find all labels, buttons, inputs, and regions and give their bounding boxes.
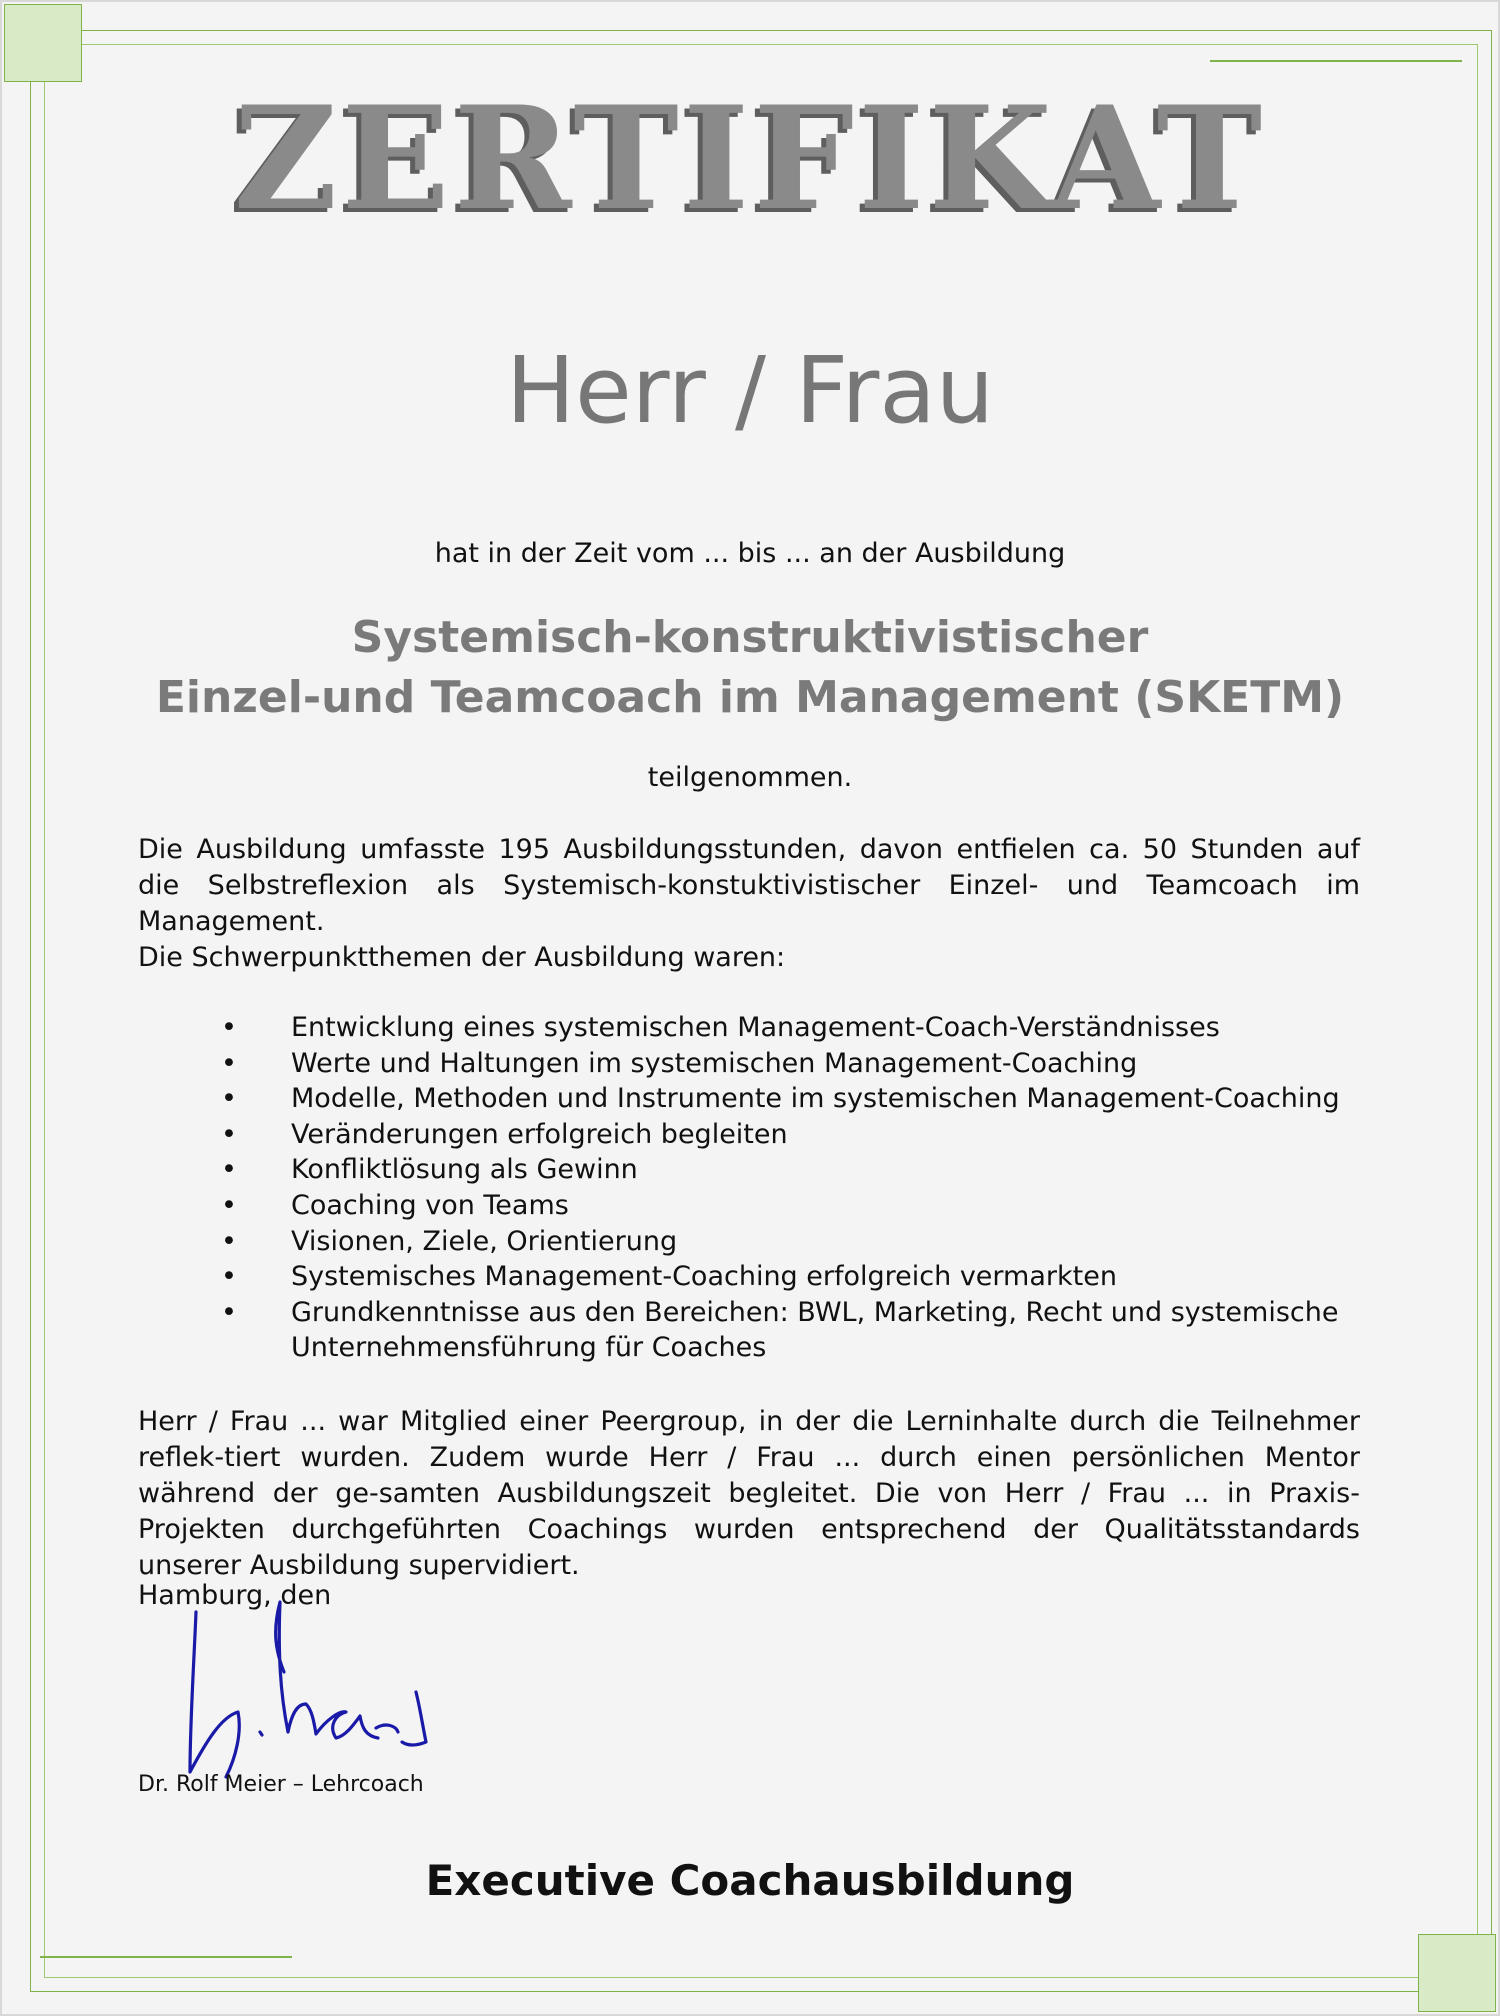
place-date: Hamburg, den — [138, 1580, 332, 1611]
hours-paragraph: Die Ausbildung umfasste 195 Ausbildungsstunden, davon entfielen ca. 50 Stunden auf die Selbstreflexion als Systemisch-konstuktivistischer Einzel- und Teamcoach im Management. — [138, 834, 1360, 937]
corner-square-top-left — [4, 4, 82, 82]
signature-stroke-2 — [276, 1602, 378, 1738]
participated-line: teilgenommen. — [647, 762, 853, 793]
recipient-name: Herr / Frau — [505, 337, 995, 444]
signature-stroke-4 — [402, 1692, 426, 1745]
signature-stroke-1 — [190, 1612, 239, 1777]
intro-line: hat in der Zeit vom ... bis ... an der Ausbildung — [434, 538, 1066, 569]
signer-name: Dr. Rolf Meier – Lehrcoach — [138, 1772, 424, 1797]
list-item: • Coaching von Teams — [138, 1188, 1360, 1224]
list-item: • Veränderungen erfolgreich begleiten — [138, 1117, 1360, 1153]
topics-heading: Die Schwerpunktthemen der Ausbildung waren: — [138, 942, 786, 973]
course-title-line-2: Einzel-und Teamcoach im Management (SKETM) — [155, 671, 1345, 723]
topics-list — [138, 1010, 1360, 1366]
frame-accent-line-top — [1210, 60, 1462, 62]
list-item: • Systemisches Management-Coaching erfolgreich vermarkten — [138, 1259, 1360, 1295]
signature-dot — [260, 1732, 262, 1735]
corner-square-bottom-right — [1418, 1934, 1496, 2012]
frame-accent-line-bottom — [40, 1956, 292, 1958]
list-item: • Konfliktlösung als Gewinn — [138, 1152, 1360, 1188]
list-item: • Modelle, Methoden und Instrumente im systemischen Management-Coaching — [138, 1081, 1360, 1117]
course-title-line-1: Systemisch-konstruktivistischer — [351, 612, 1149, 663]
list-item: • Visionen, Ziele, Orientierung — [138, 1224, 1360, 1260]
list-item: • Grundkenntnisse aus den Bereichen: BWL, Marketing, Recht und systemische Unternehmensführung für Coaches — [138, 1295, 1360, 1366]
peergroup-paragraph: Herr / Frau ... war Mitglied einer Peergroup, in der die Lerninhalte durch die Teilnehmer reflek-tiert wurden. Zudem wurde Herr / Frau ... durch einen persönlichen Mentor während der ge-samten Ausbildungszeit begleitet. Die von Herr / Frau ... in Praxis-Projekten durchgeführten Coachings wurden entsprechend der Qualitätsstandards unserer Ausbildung supervidiert. — [138, 1406, 1360, 1581]
signature-image — [176, 1592, 446, 1792]
list-item: • Werte und Haltungen im systemischen Management-Coaching — [138, 1046, 1360, 1082]
course-title — [0, 608, 1500, 728]
footer-title: Executive Coachausbildung — [425, 1856, 1075, 1905]
list-item: • Entwicklung eines systemischen Management-Coach-Verständnisses — [138, 1010, 1360, 1046]
certificate-title: ZERTIFIKAT — [233, 76, 1267, 242]
signature-stroke-3 — [376, 1725, 398, 1732]
